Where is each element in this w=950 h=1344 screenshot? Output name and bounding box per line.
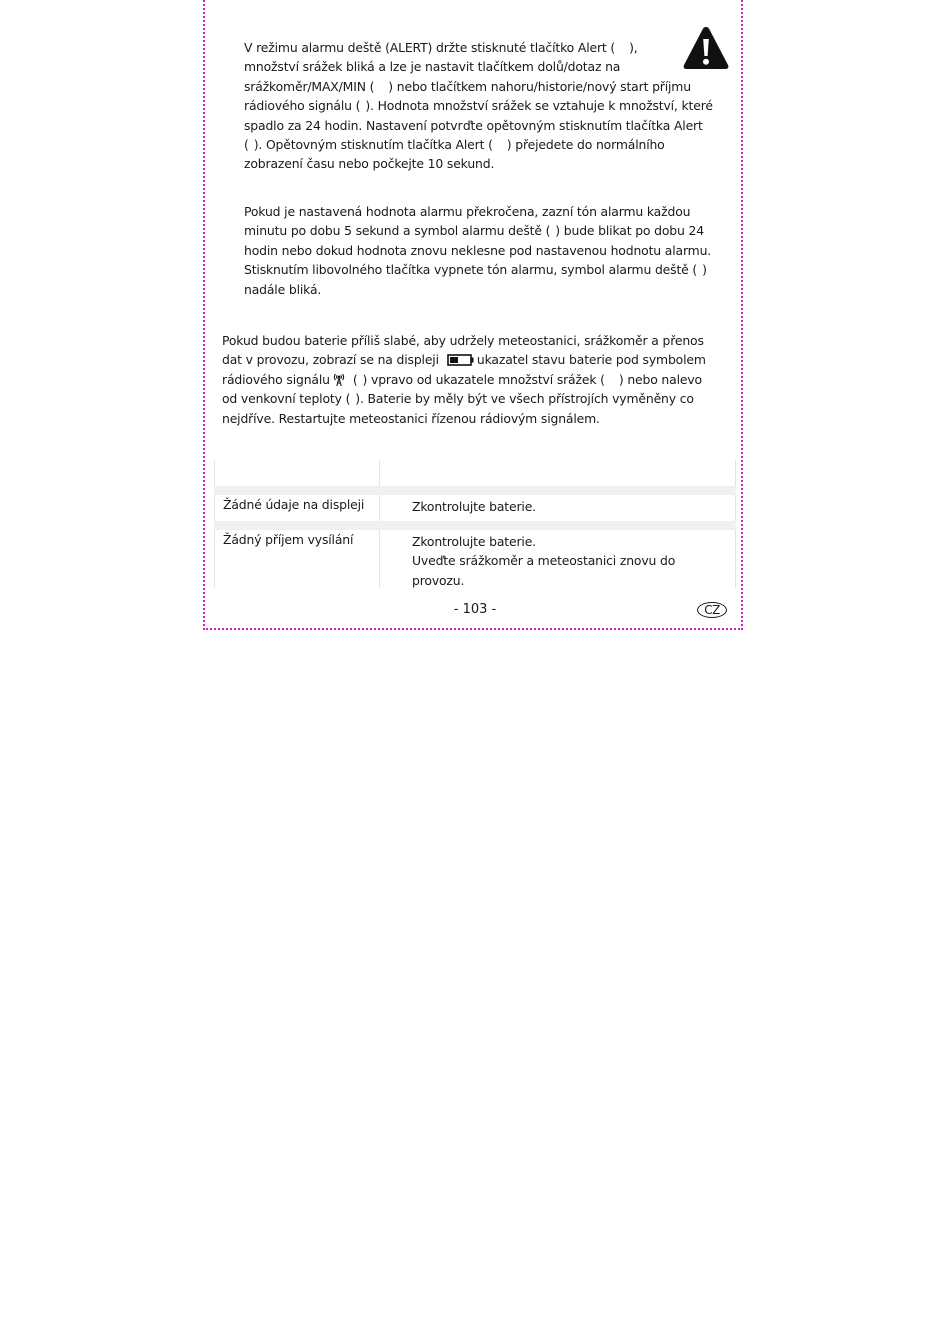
table-row-solution: Zkontrolujte baterie. Uveďte srážkoměr a meteostanici znovu do provozu. xyxy=(412,534,676,588)
warning-triangle-icon xyxy=(682,25,730,71)
table-row-solution: Zkontrolujte baterie. xyxy=(412,499,536,514)
troubleshooting-table xyxy=(214,460,736,588)
table-row-problem: Žádný příjem vysílání xyxy=(223,532,354,547)
page-number: - 103 - xyxy=(453,602,497,617)
table-row-problem: Žádné údaje na displeji xyxy=(223,497,365,512)
alarm-exceeded-paragraph: Pokud je nastavená hodnota alarmu překročena, zazní tón alarmu každou minutu po dobu 5 sekund a symbol alarmu deště ( ) bude blikat po dobu 24 hodin nebo dokud hodnota znovu neklesne pod nastavenou hodnotu alarmu. Stisknutím libovolného tlačítka vypnete tón alarmu, symbol alarmu deště ( ) nadále bliká. xyxy=(244,204,712,297)
country-code-badge: CZ xyxy=(697,602,727,618)
alert-setting-paragraph: V režimu alarmu deště (ALERT) držte stisknuté tlačítko Alert ( ), množství srážek bliká a lze je nastavit tlačítkem dolů/dotaz na srážkoměr/MAX/MIN ( ) nebo tlačítkem nahoru/historie/nový start příjmu rádiového signálu ( ). Hodnota množství srážek se vztahuje k množství, které spadlo za 24 hodin. Nastavení potvrďte opětovným stisknutím tlačítka Alert ( ). Opětovným stisknutím tlačítka Alert ( ) přejedete do normálního zobrazení času nebo počkejte 10 sekund. xyxy=(244,40,713,172)
radio-signal-icon xyxy=(332,373,346,387)
battery-low-icon xyxy=(447,354,474,366)
battery-paragraph: Pokud budou baterie příliš slabé, aby udržely meteostanici, srážkoměr a přenos dat v provozu, zobrazí se na displeji ukazatel stavu baterie pod symbolem rádiového signálu ( ) vpravo od ukazatele množství srážek ( ) nebo nalevo od venkovní teploty ( ). Baterie by měly být ve všech přístrojích vyměněny co nejdříve. Restartujte meteostanici řízenou rádiovým signálem. xyxy=(222,333,706,426)
